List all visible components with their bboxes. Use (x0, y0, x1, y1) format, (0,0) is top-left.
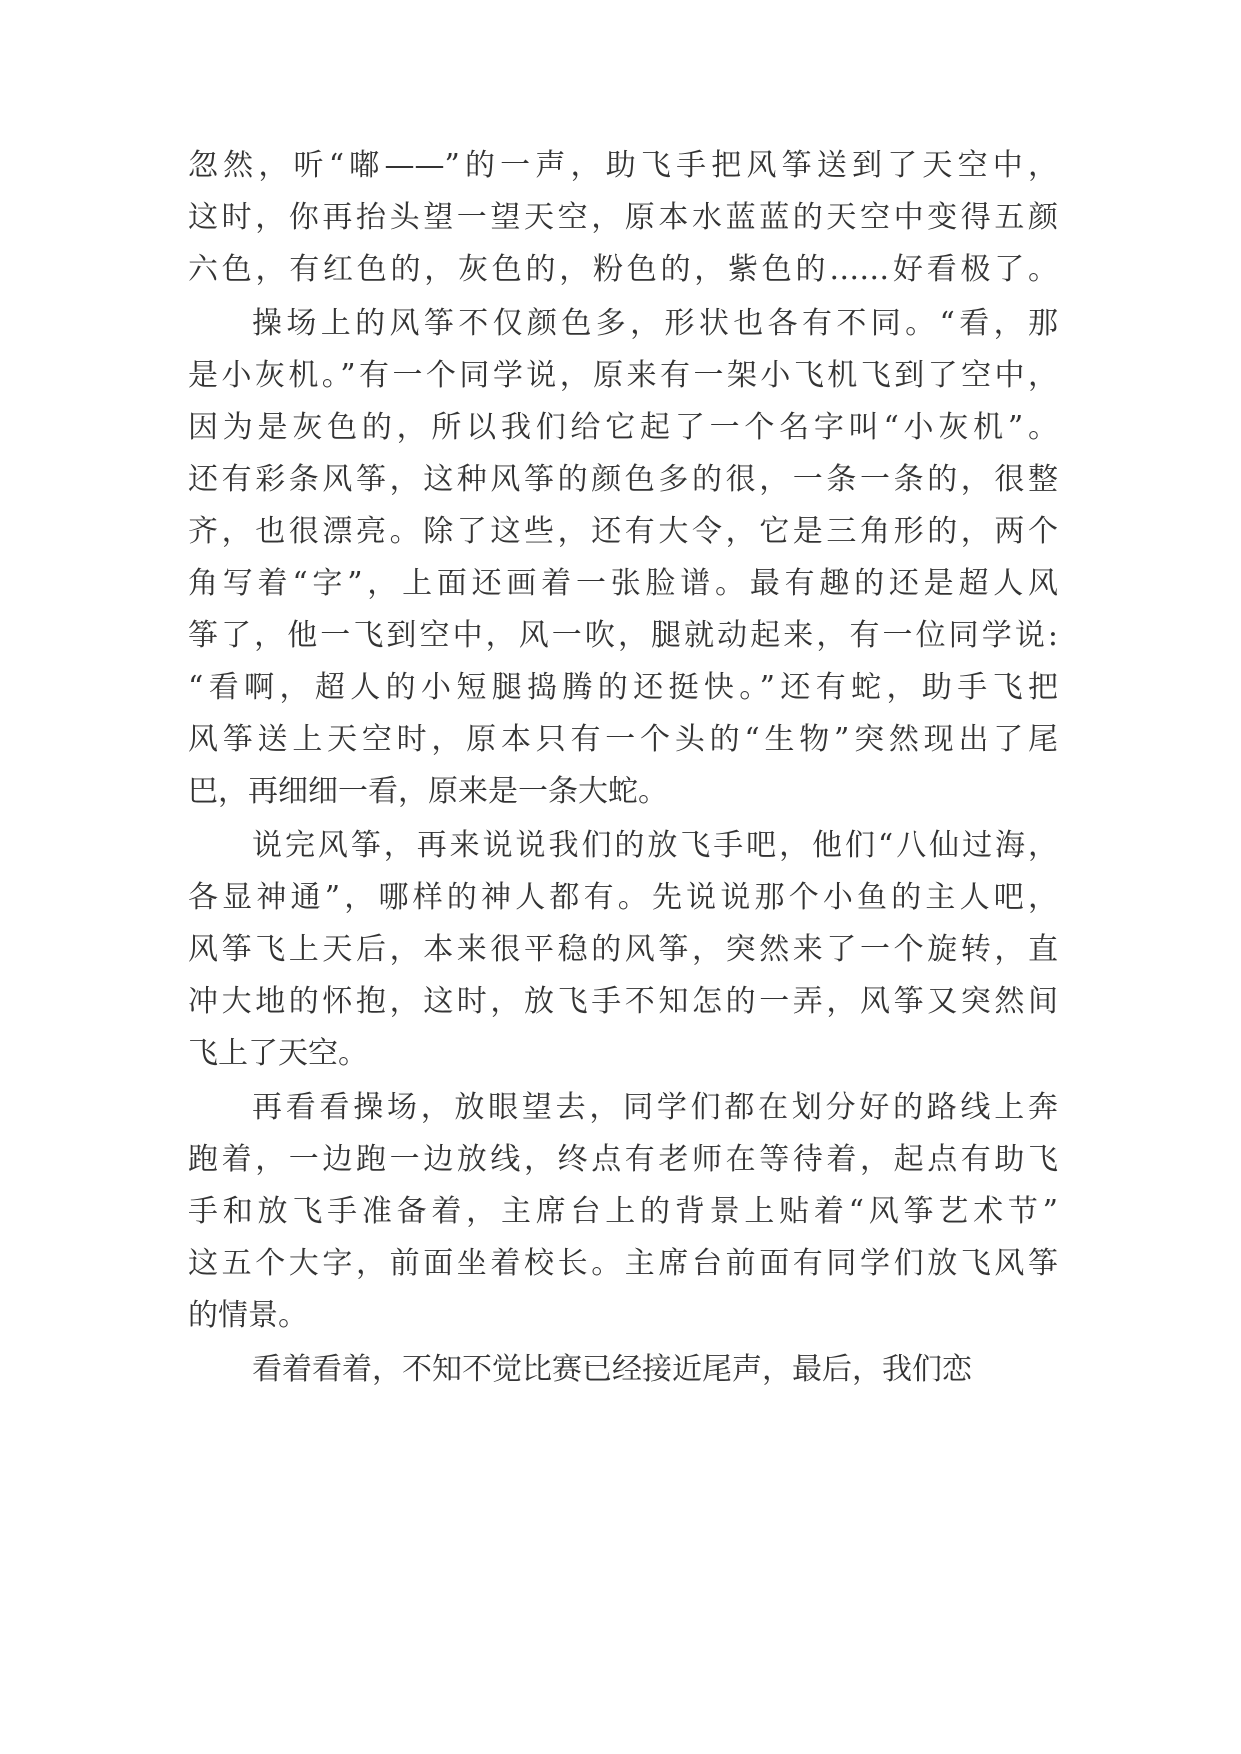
paragraph-end-line: 的情景。 (188, 1298, 308, 1333)
paragraph-end-line: 飞上了天空。 (188, 1036, 368, 1071)
text-line-1: 忽然，听“嘟——”的一声，助飞手把风筝送到了天空中， (188, 148, 1058, 183)
text-line-22: 这五个大字，前面坐着校长。主席台前面有同学们放飞风筝 (188, 1246, 1058, 1281)
text-line-7: 还有彩条风筝，这种风筝的颜色多的很，一条一条的，很整 (188, 462, 1058, 497)
text-line-12: 风筝送上天空时，原本只有一个头的“生物”突然现出了尾 (188, 722, 1058, 757)
text-line-11: “看啊，超人的小短腿捣腾的还挺快。”还有蛇，助手飞把 (188, 670, 1058, 705)
text-line-16: 风筝飞上天后，本来很平稳的风筝，突然来了一个旋转，直 (188, 932, 1058, 967)
paragraph-start-line: 再看看操场，放眼望去，同学们都在划分好的路线上奔 (252, 1090, 1058, 1125)
text-line-8: 齐，也很漂亮。除了这些，还有大令，它是三角形的，两个 (188, 514, 1058, 549)
text-line-5: 是小灰机。”有一个同学说，原来有一架小飞机飞到了空中， (188, 358, 1058, 393)
paragraph-start-line: 操场上的风筝不仅颜色多，形状也各有不同。“看，那 (252, 306, 1058, 341)
text-line-6: 因为是灰色的，所以我们给它起了一个名字叫“小灰机”。 (188, 410, 1058, 445)
text-line-9: 角写着“字”，上面还画着一张脸谱。最有趣的还是超人风 (188, 566, 1058, 601)
paragraph-end-line: 巴，再细细一看，原来是一条大蛇。 (188, 774, 668, 809)
text-line-2: 这时，你再抬头望一望天空，原本水蓝蓝的天空中变得五颜 (188, 200, 1058, 235)
text-line-20: 跑着，一边跑一边放线，终点有老师在等待着，起点有助飞 (188, 1142, 1058, 1177)
text-line-3: 六色，有红色的，灰色的，粉色的，紫色的……好看极了。 (188, 252, 1058, 287)
paragraph-start-line: 说完风筝，再来说说我们的放飞手吧，他们“八仙过海， (252, 828, 1058, 863)
text-line-21: 手和放飞手准备着，主席台上的背景上贴着“风筝艺术节” (188, 1194, 1058, 1229)
text-line-17: 冲大地的怀抱，这时，放飞手不知怎的一弄，风筝又突然间 (188, 984, 1058, 1019)
paragraph-start-line: 看着看着，不知不觉比赛已经接近尾声，最后，我们恋 (252, 1352, 972, 1387)
text-line-10: 筝了，他一飞到空中，风一吹，腿就动起来，有一位同学说: (188, 618, 1058, 653)
text-line-15: 各显神通”，哪样的神人都有。先说说那个小鱼的主人吧， (188, 880, 1058, 915)
